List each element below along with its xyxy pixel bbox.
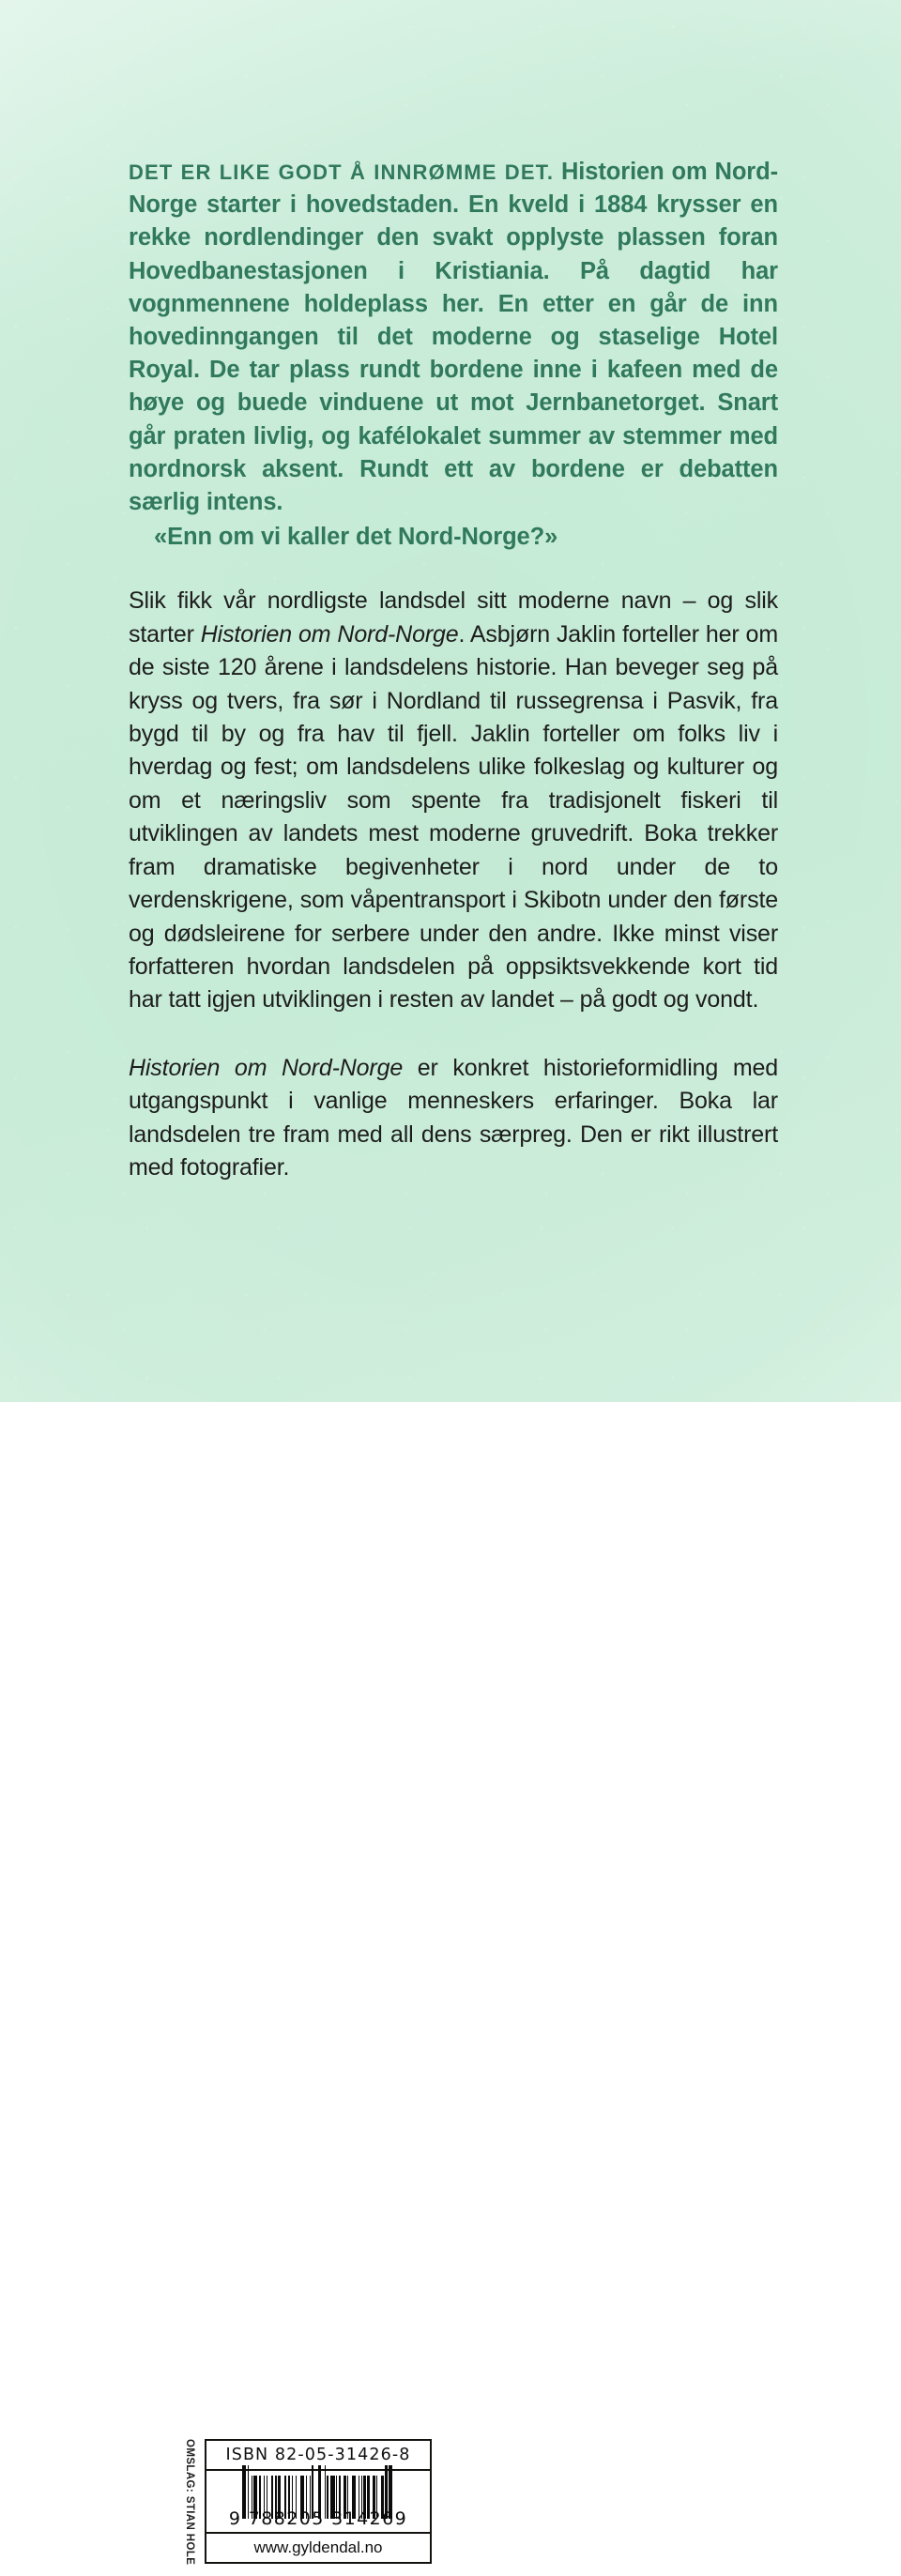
blurb-paragraph-1 — [129, 554, 778, 1016]
isbn-barcode-box — [205, 2439, 432, 2564]
lede-smallcaps-opening: DET ER LIKE GODT Å INNRØMME DET. — [129, 160, 555, 184]
lede-body-text: Historien om Nord-Norge starter i hovedstaden. En kveld i 1884 krysser en rekke nordlendinger den svakt opplyste plassen foran Hovedbanestasjonen i Kristiania. På dagtid har vognmennene holdeplass her. En etter en går de inn hovedinngangen til det moderne og staselige Hotel Royal. De tar plass rundt bordene inne i kafeen med de høye og buede vinduene ut mot Jernbanetorget. Snart går praten livlig, og kafélokalet summer av stemmer med nordnorsk aksent. Rundt ett av bordene er debatten særlig intens. — [129, 159, 778, 516]
barcode-graphic — [206, 2471, 430, 2532]
blurb-paragraph-2 — [129, 1017, 778, 1185]
publisher-logo — [518, 2489, 709, 2575]
barcode-digits: 9 788205 314269 — [228, 2508, 408, 2529]
paragraph-1-part-b: . Asbjørn Jaklin forteller her om de siste 120 årene i landsdelens historie. Han beveger seg på kryss og tvers, fra sør i Nordland til russegrensa i Pasvik, fra bygd til by og fra hav til fjell. Jaklin forteller om folks liv i hverdag og fest; om landsdelens ulike folkeslag og kulturer og om et næringsliv som spente fra tradisjonelt fiskeri til utviklingen av landets mest moderne gruvedrift. Boka trekker fram dramatiske begivenheter i nord under de to verdenskrigene, som våpentransport i Skibotn under den første og dødsleirene for serbere under den andre. Ikke minst viser forfatteren hvordan landsdelen på oppsiktsvekkende kort tid har tatt igjen utviklingen i resten av landet – på godt og vondt. — [129, 620, 778, 1014]
footer-block — [0, 1216, 901, 2575]
lede-paragraph — [129, 0, 778, 554]
paragraph-2-rest: er konkret historieformidling med utgangspunkt i vanlige menneskers erfaringer. Boka lar landsdelen tre fram med all dens særpreg. Den er rikt illustrert med fotografier. — [129, 1054, 779, 1181]
book-title-italic-2: Historien om Nord-Norge — [129, 1054, 404, 1081]
publisher-website: www.gyldendal.no — [206, 2532, 430, 2562]
isbn-number: ISBN 82-05-31426-8 — [206, 2441, 430, 2471]
lede-quote-line: «Enn om vi kaller det Nord-Norge?» — [154, 524, 558, 551]
blurb-text-column — [129, 0, 778, 1184]
paragraph-1-part-a: Slik fikk vår nordligste landsdel sitt moderne navn – og slik starter — [129, 587, 778, 648]
gyldendal-spruce-tree-icon — [577, 2489, 647, 2545]
book-title-italic-1: Historien om Nord-Norge — [200, 620, 459, 648]
cover-designer-credit: OMSLAG: STIAN HOLE — [184, 2439, 195, 2566]
publisher-name: GYLDENDAL — [518, 2545, 709, 2575]
